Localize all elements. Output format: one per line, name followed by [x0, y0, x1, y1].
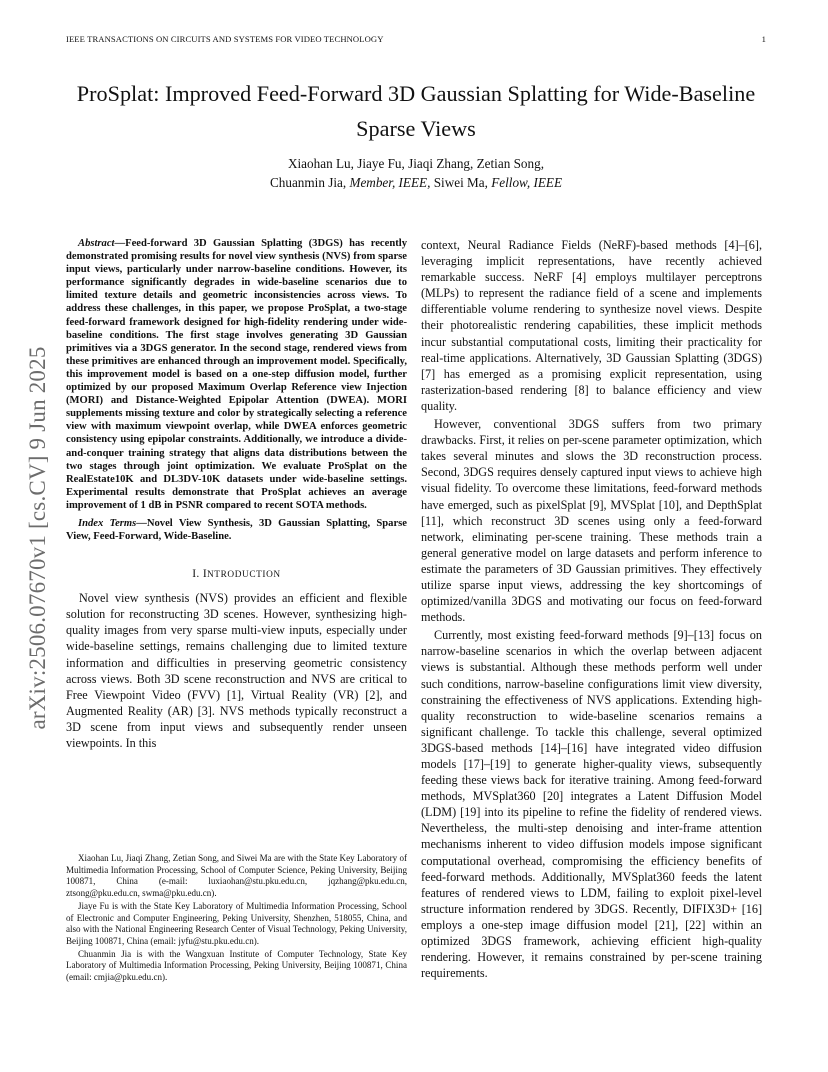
footnote-affiliation-2: Jiaye Fu is with the State Key Laboratory of Multimedia Information Processing, School of Electronic and Computer Engineering, Peking University, Shenzhen, 518055, China, and also with the National Engineering Research Center of Visual Technology, Peking University, Beijing 100871, China (email: jyfu@stu.pku.edu.cn).: [66, 900, 407, 946]
author-name: Siwei Ma,: [433, 175, 488, 190]
section-numeral: I.: [192, 567, 200, 581]
paper-title: ProSplat: Improved Feed-Forward 3D Gaussian Splatting for Wide-Baseline Sparse Views: [76, 81, 756, 141]
authors-line-1: Xiaohan Lu, Jiaye Fu, Jiaqi Zhang, Zetian Song,: [287, 156, 544, 171]
author-membership: Fellow, IEEE: [491, 175, 563, 190]
author-membership: Member, IEEE,: [349, 175, 431, 190]
author-name: Chuanmin Jia,: [269, 175, 347, 190]
journal-name: IEEE TRANSACTIONS ON CIRCUITS AND SYSTEMS FOR VIDEO TECHNOLOGY: [66, 34, 384, 44]
section-title-initial: I: [202, 567, 207, 581]
footnote-affiliation-3: Chuanmin Jia is with the Wangxuan Institute of Computer Technology, State Key Laboratory of Multimedia Information Processing, Peking University, Beijing 100871, China (email: cmjia@pku.edu.cn).: [66, 948, 407, 983]
index-terms-text: —Novel View Synthesis, 3D Gaussian Splatting, Sparse View, Feed-Forward, Wide-Baseline.: [66, 517, 407, 543]
authors-line-2: [66, 173, 766, 192]
index-terms: [66, 517, 407, 543]
arxiv-identifier-stamp: [23, 307, 53, 769]
right-column: [421, 237, 762, 981]
index-terms-label: Index Terms: [78, 517, 137, 529]
abstract-label: Abstract: [78, 238, 115, 249]
author-list: [66, 154, 766, 192]
page-number: 1: [761, 34, 766, 44]
body-paragraph: Currently, most existing feed-forward methods [9]–[13] focus on narrow-baseline scenarios in which the overlap between adjacent views is substantial. Although these methods perform well under such conditions, narrow-baseline configurations limit view diversity, constraining the effectiveness of NVS applications. Extending high-quality reconstruction to wide-baseline scenarios remains a significant challenge. To tackle this challenge, several optimized 3DGS-based methods [14]–[16] have integrated video diffusion models [17]–[19] to generate higher-quality views, subsequently feeding these views back for iterative training. Among feed-forward methods, MVSplat360 [20] integrates a Latent Diffusion Model (LDM) [19] into its pipeline to refine the fidelity of rendered views. Nevertheless, the multi-step denoising and inter-frame attention mechanisms inherent to video diffusion models impose significant computational overhead, compromising the efficiency benefits of feed-forward methods. Additionally, MVSplat360 feeds the latent features of rendered views to LDM, failing to exploit pixel-level structure information rendered by 3DGS. Recently, DIFIX3D+ [16] employs a one-step image diffusion model [21], [22] within an optimized 3DGS framework, achieving efficient high-quality rendering. However, it remains constrained by per-scene training requirements.: [421, 628, 762, 981]
abstract-text: —Feed-forward 3D Gaussian Splatting (3DGS) has recently demonstrated promising results for novel view synthesis (NVS) from sparse input views, particularly under narrow-baseline conditions. However, its performance significantly degrades in wide-baseline scenarios due to limited texture details and geometric inconsistencies across views. To address these challenges, in this paper, we propose ProSplat, a two-stage feed-forward framework designed for high-fidelity rendering under wide-baseline conditions. The first stage involves generating 3D Gaussian primitives via a 3DGS generator. In the second stage, rendered views from these primitives are enhanced through an improvement model. Specifically, this improvement model is based on a one-step diffusion model, further optimized by our proposed Maximum Overlap Reference view Injection (MORI) and Distance-Weighted Epipolar Attention (DWEA). MORI supplements missing texture and color by strategically selecting a reference view with maximum viewpoint overlap, while DWEA enforces geometric consistency using epipolar constraints. Additionally, we introduce a divide-and-conquer training strategy that aligns data distributions between the two stages through joint optimization. We evaluate ProSplat on the RealEstate10K and DL3DV-10K datasets under wide-baseline settings. Experimental results demonstrate that ProSplat achieves an average improvement of 1 dB in PSNR compared to recent SOTA methods.: [66, 238, 407, 511]
abstract: [66, 237, 407, 512]
section-heading-introduction: [66, 567, 407, 580]
body-paragraph: context, Neural Radiance Fields (NeRF)-based methods [4]–[6], leveraging implicit representations, have recently achieved remarkable success. NeRF [4] employs multilayer perceptrons (MLPs) to represent the radiance field of a scene and implements differentiable volume rendering to synthesize novel views. Despite their photorealistic rendering capabilities, these implicit methods incur substantial computational costs, limiting their practicality for real-time applications. Alternatively, 3D Gaussian Splatting (3DGS) [7] has emerged as a promising explicit representation, using rasterization-based rendering [8] to balance efficiency and view quality.: [421, 238, 762, 413]
left-column: [66, 237, 407, 751]
footnote-affiliation-1: Xiaohan Lu, Jiaqi Zhang, Zetian Song, and Siwei Ma are with the State Key Laboratory of Multimedia Information Processing, School of Computer Science, Peking University, Beijing 100871, China (e-mail: luxiaohan@stu.pku.edu.cn, jqzhang@pku.edu.cn, ztsong@pku.edu.cn, swma@pku.edu.cn).: [66, 853, 407, 899]
author-footnotes: [66, 853, 407, 985]
running-header: [66, 34, 766, 48]
body-paragraph: However, conventional 3DGS suffers from two primary drawbacks. First, it relies on per-scene parameter optimization, which takes several minutes and slows the 3D reconstruction process. Second, 3DGS requires densely captured input views to achieve high visual fidelity. To overcome these limitations, feed-forward methods have emerged, such as pixelSplat [9], MVSplat [10], and DepthSplat [11], which reconstruct 3D scenes using only a feed-forward network, eliminating per-scene training. These methods train a general generative model on large datasets and perform inference to estimate the parameters of 3D Gaussian primitives. They effectively utilize sparse input views, addressing the key shortcomings of optimized/vanilla 3DGS and motivating our focus on feed-forward methods.: [421, 417, 762, 625]
intro-paragraph-1: Novel view synthesis (NVS) provides an efficient and flexible solution for reconstructing 3D scenes. However, synthesizing high-quality images from very sparse multi-view inputs, especially under wide-baseline settings, remains challenging due to limited texture information and difficulties in preserving geometric consistency across views. Both 3D scene reconstruction and NVS are critical to Free Viewpoint Video (FVV) [1], Virtual Reality (VR) [2], and Augmented Reality (AR) [3]. NVS methods typically reconstruct a 3D scene from input views and subsequently render unseen viewpoints. In this: [66, 591, 407, 750]
arxiv-identifier-text: arXiv:2506.07670v1 [cs.CV] 9 Jun 2025: [25, 346, 50, 730]
section-title-rest: NTRODUCTION: [206, 570, 281, 581]
